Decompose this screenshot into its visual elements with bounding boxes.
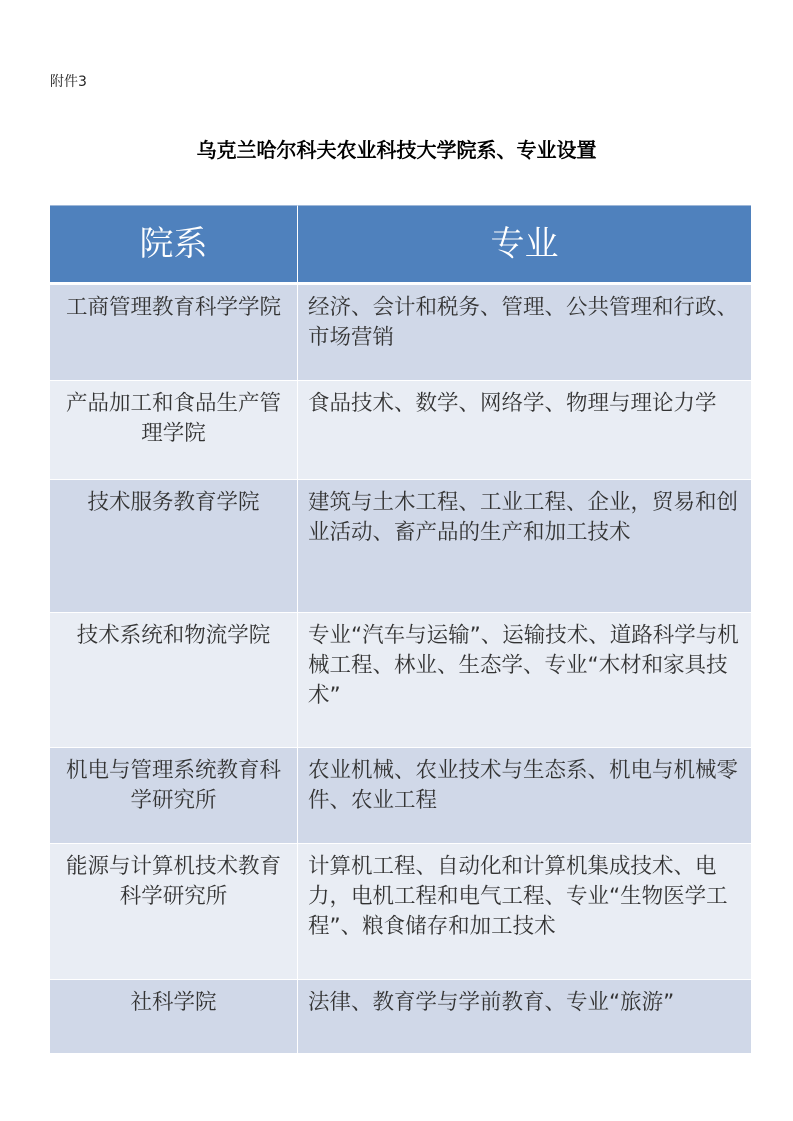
table-row	[50, 613, 751, 748]
department-major-table	[50, 205, 751, 1054]
major-cell: 法律、教育学与学前教育、专业“旅游”	[297, 980, 751, 1054]
header-department: 院系	[50, 205, 297, 285]
table-row	[50, 844, 751, 980]
major-cell: 食品技术、数学、网络学、物理与理论力学	[297, 381, 751, 480]
table-row	[50, 480, 751, 613]
table-row	[50, 748, 751, 844]
department-cell: 机电与管理系统教育科学研究所	[50, 748, 297, 844]
major-cell: 经济、会计和税务、管理、公共管理和行政、市场营销	[297, 285, 751, 381]
department-cell: 社科学院	[50, 980, 297, 1054]
header-major: 专业	[297, 205, 751, 285]
table-row	[50, 381, 751, 480]
department-cell: 工商管理教育科学学院	[50, 285, 297, 381]
table-row	[50, 285, 751, 381]
department-cell: 技术服务教育学院	[50, 480, 297, 613]
department-cell: 产品加工和食品生产管理学院	[50, 381, 297, 480]
attachment-label: 附件3	[50, 74, 87, 90]
major-cell: 农业机械、农业技术与生态系、机电与机械零件、农业工程	[297, 748, 751, 844]
major-cell: 计算机工程、自动化和计算机集成技术、电力，电机工程和电气工程、专业“生物医学工程”、粮食储存和加工技术	[297, 844, 751, 980]
major-cell: 建筑与土木工程、工业工程、企业，贸易和创业活动、畜产品的生产和加工技术	[297, 480, 751, 613]
major-cell: 专业“汽车与运输”、运输技术、道路科学与机械工程、林业、生态学、专业“木材和家具技术”	[297, 613, 751, 748]
department-cell: 技术系统和物流学院	[50, 613, 297, 748]
document-title: 乌克兰哈尔科夫农业科技大学院系、专业设置	[196, 138, 597, 162]
table-header-row	[50, 205, 751, 285]
table-row	[50, 980, 751, 1054]
department-cell: 能源与计算机技术教育科学研究所	[50, 844, 297, 980]
